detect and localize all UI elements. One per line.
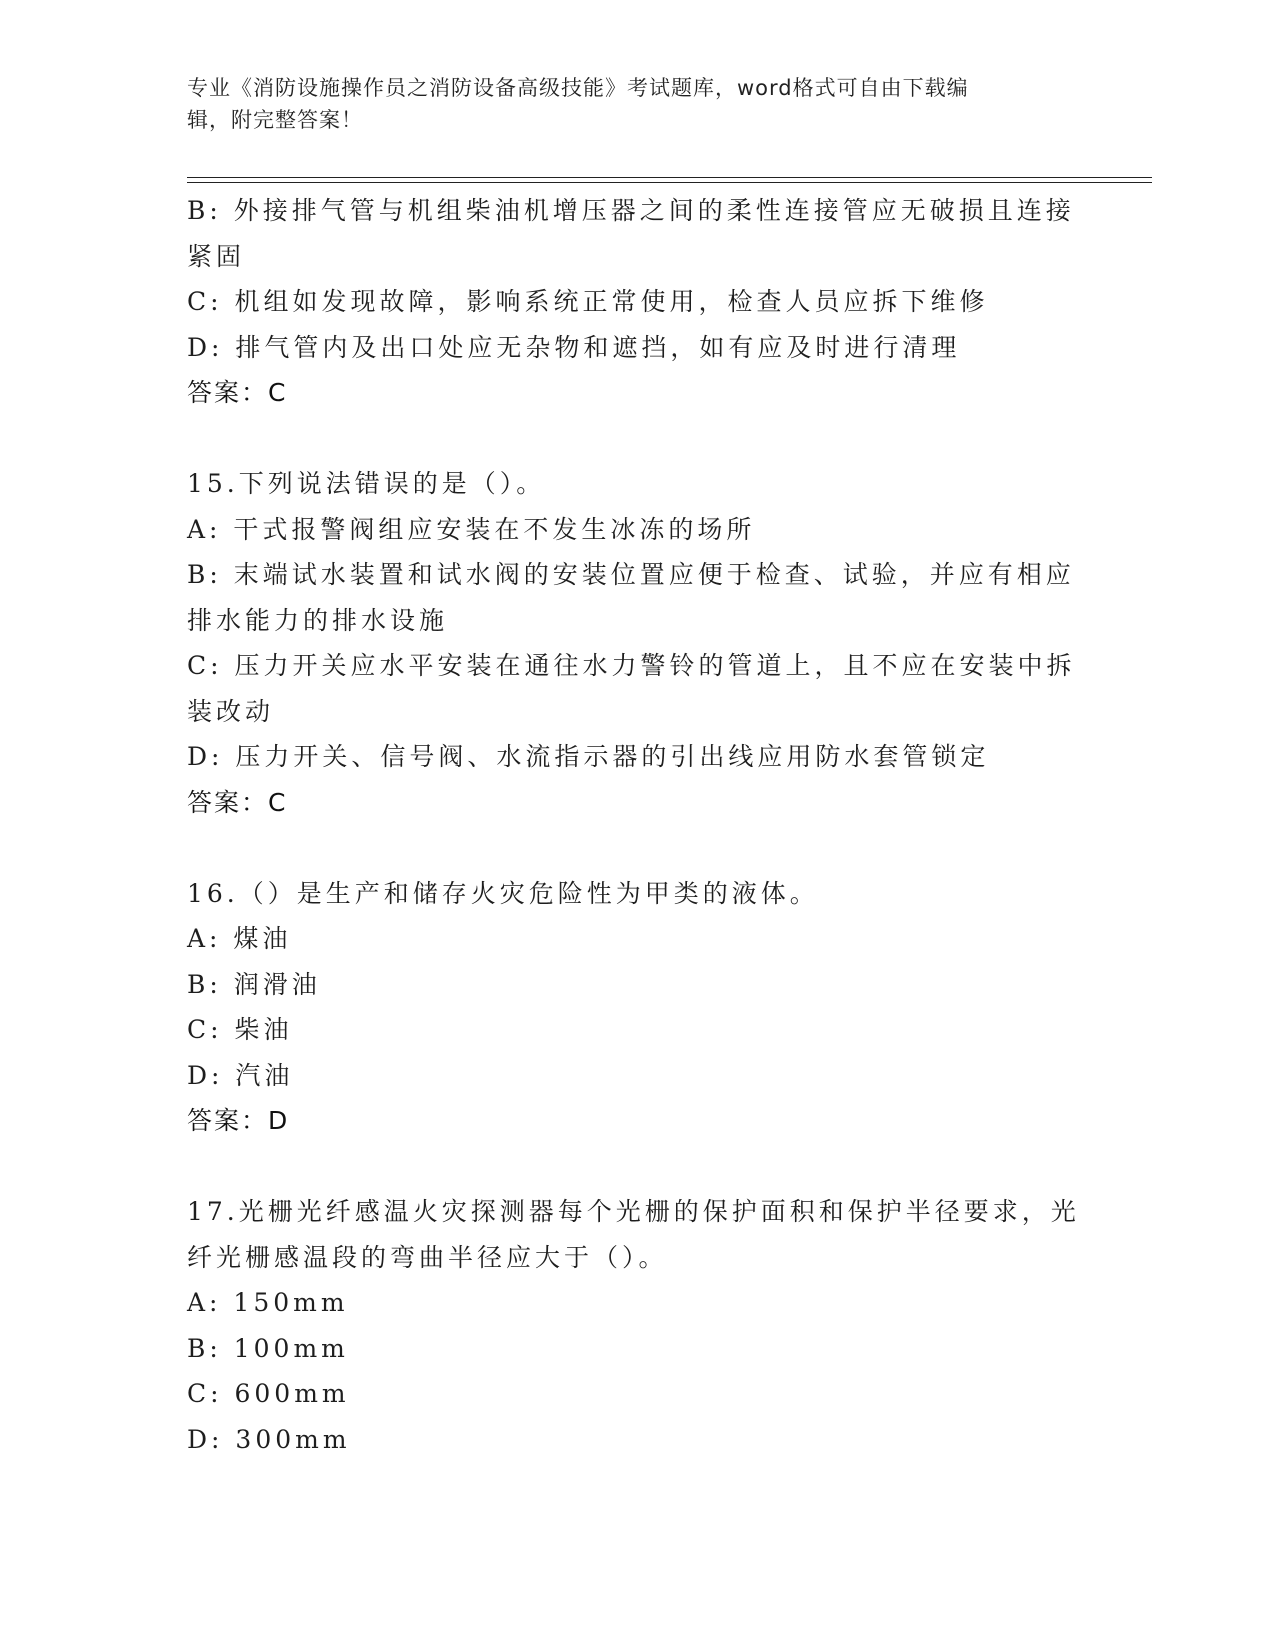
option-c: C: 600mm — [187, 1379, 350, 1408]
document-header — [187, 72, 1067, 136]
answer-line: 答案：C — [187, 378, 288, 407]
spacer — [187, 825, 1067, 871]
option-b-line-2: 排水能力的排水设施 — [187, 605, 449, 635]
question-16 — [187, 871, 1067, 1144]
option-b: B: 润滑油 — [187, 969, 321, 999]
question-17 — [187, 1189, 1080, 1462]
option-d: D: 300mm — [187, 1424, 351, 1454]
option-b-line-1: B: 外接排气管与机组柴油机增压器之间的柔性连接管应无破损且连接 — [187, 196, 1075, 225]
answer-line: 答案：D — [187, 1106, 290, 1135]
option-c: C: 柴油 — [187, 1015, 293, 1044]
option-c-line-1: C: 压力开关应水平安装在通往水力警铃的管道上，且不应在安装中拆 — [187, 651, 1076, 680]
question-15 — [187, 461, 1076, 825]
header-line-1: 专业《消防设施操作员之消防设备高级技能》考试题库，word格式可自由下载编 — [187, 76, 969, 100]
option-d: D: 压力开关、信号阀、水流指示器的引出线应用防水套管锁定 — [187, 742, 990, 771]
option-b: B: 100mm — [187, 1333, 349, 1363]
option-a: A: 150mm — [187, 1288, 349, 1317]
question-content — [187, 188, 1080, 1462]
header-divider-bottom — [187, 182, 1152, 183]
question-stem: 15.下列说法错误的是（）。 — [187, 469, 546, 498]
option-b-line-2: 紧固 — [187, 241, 246, 271]
header-divider-top — [187, 177, 1152, 178]
spacer — [187, 416, 1067, 462]
option-d: D: 汽油 — [187, 1060, 294, 1090]
option-a: A: 煤油 — [187, 924, 292, 953]
question-stem-line-1: 17.光栅光纤感温火灾探测器每个光栅的保护面积和保护半径要求，光 — [187, 1197, 1080, 1226]
option-c: C: 机组如发现故障，影响系统正常使用，检查人员应拆下维修 — [187, 287, 989, 316]
question-14-tail — [187, 188, 1075, 416]
header-line-2: 辑，附完整答案！ — [187, 108, 363, 132]
question-stem: 16.（）是生产和储存火灾危险性为甲类的液体。 — [187, 878, 819, 908]
question-stem-line-2: 纤光栅感温段的弯曲半径应大于（）。 — [187, 1242, 668, 1272]
option-b-line-1: B: 末端试水装置和试水阀的安装位置应便于检查、试验，并应有相应 — [187, 560, 1075, 589]
option-c-line-2: 装改动 — [187, 696, 275, 726]
option-a: A: 干式报警阀组应安装在不发生冰冻的场所 — [187, 514, 756, 544]
option-d: D: 排气管内及出口处应无杂物和遮挡，如有应及时进行清理 — [187, 332, 961, 362]
spacer — [187, 1144, 1067, 1190]
answer-line: 答案：C — [187, 787, 288, 817]
